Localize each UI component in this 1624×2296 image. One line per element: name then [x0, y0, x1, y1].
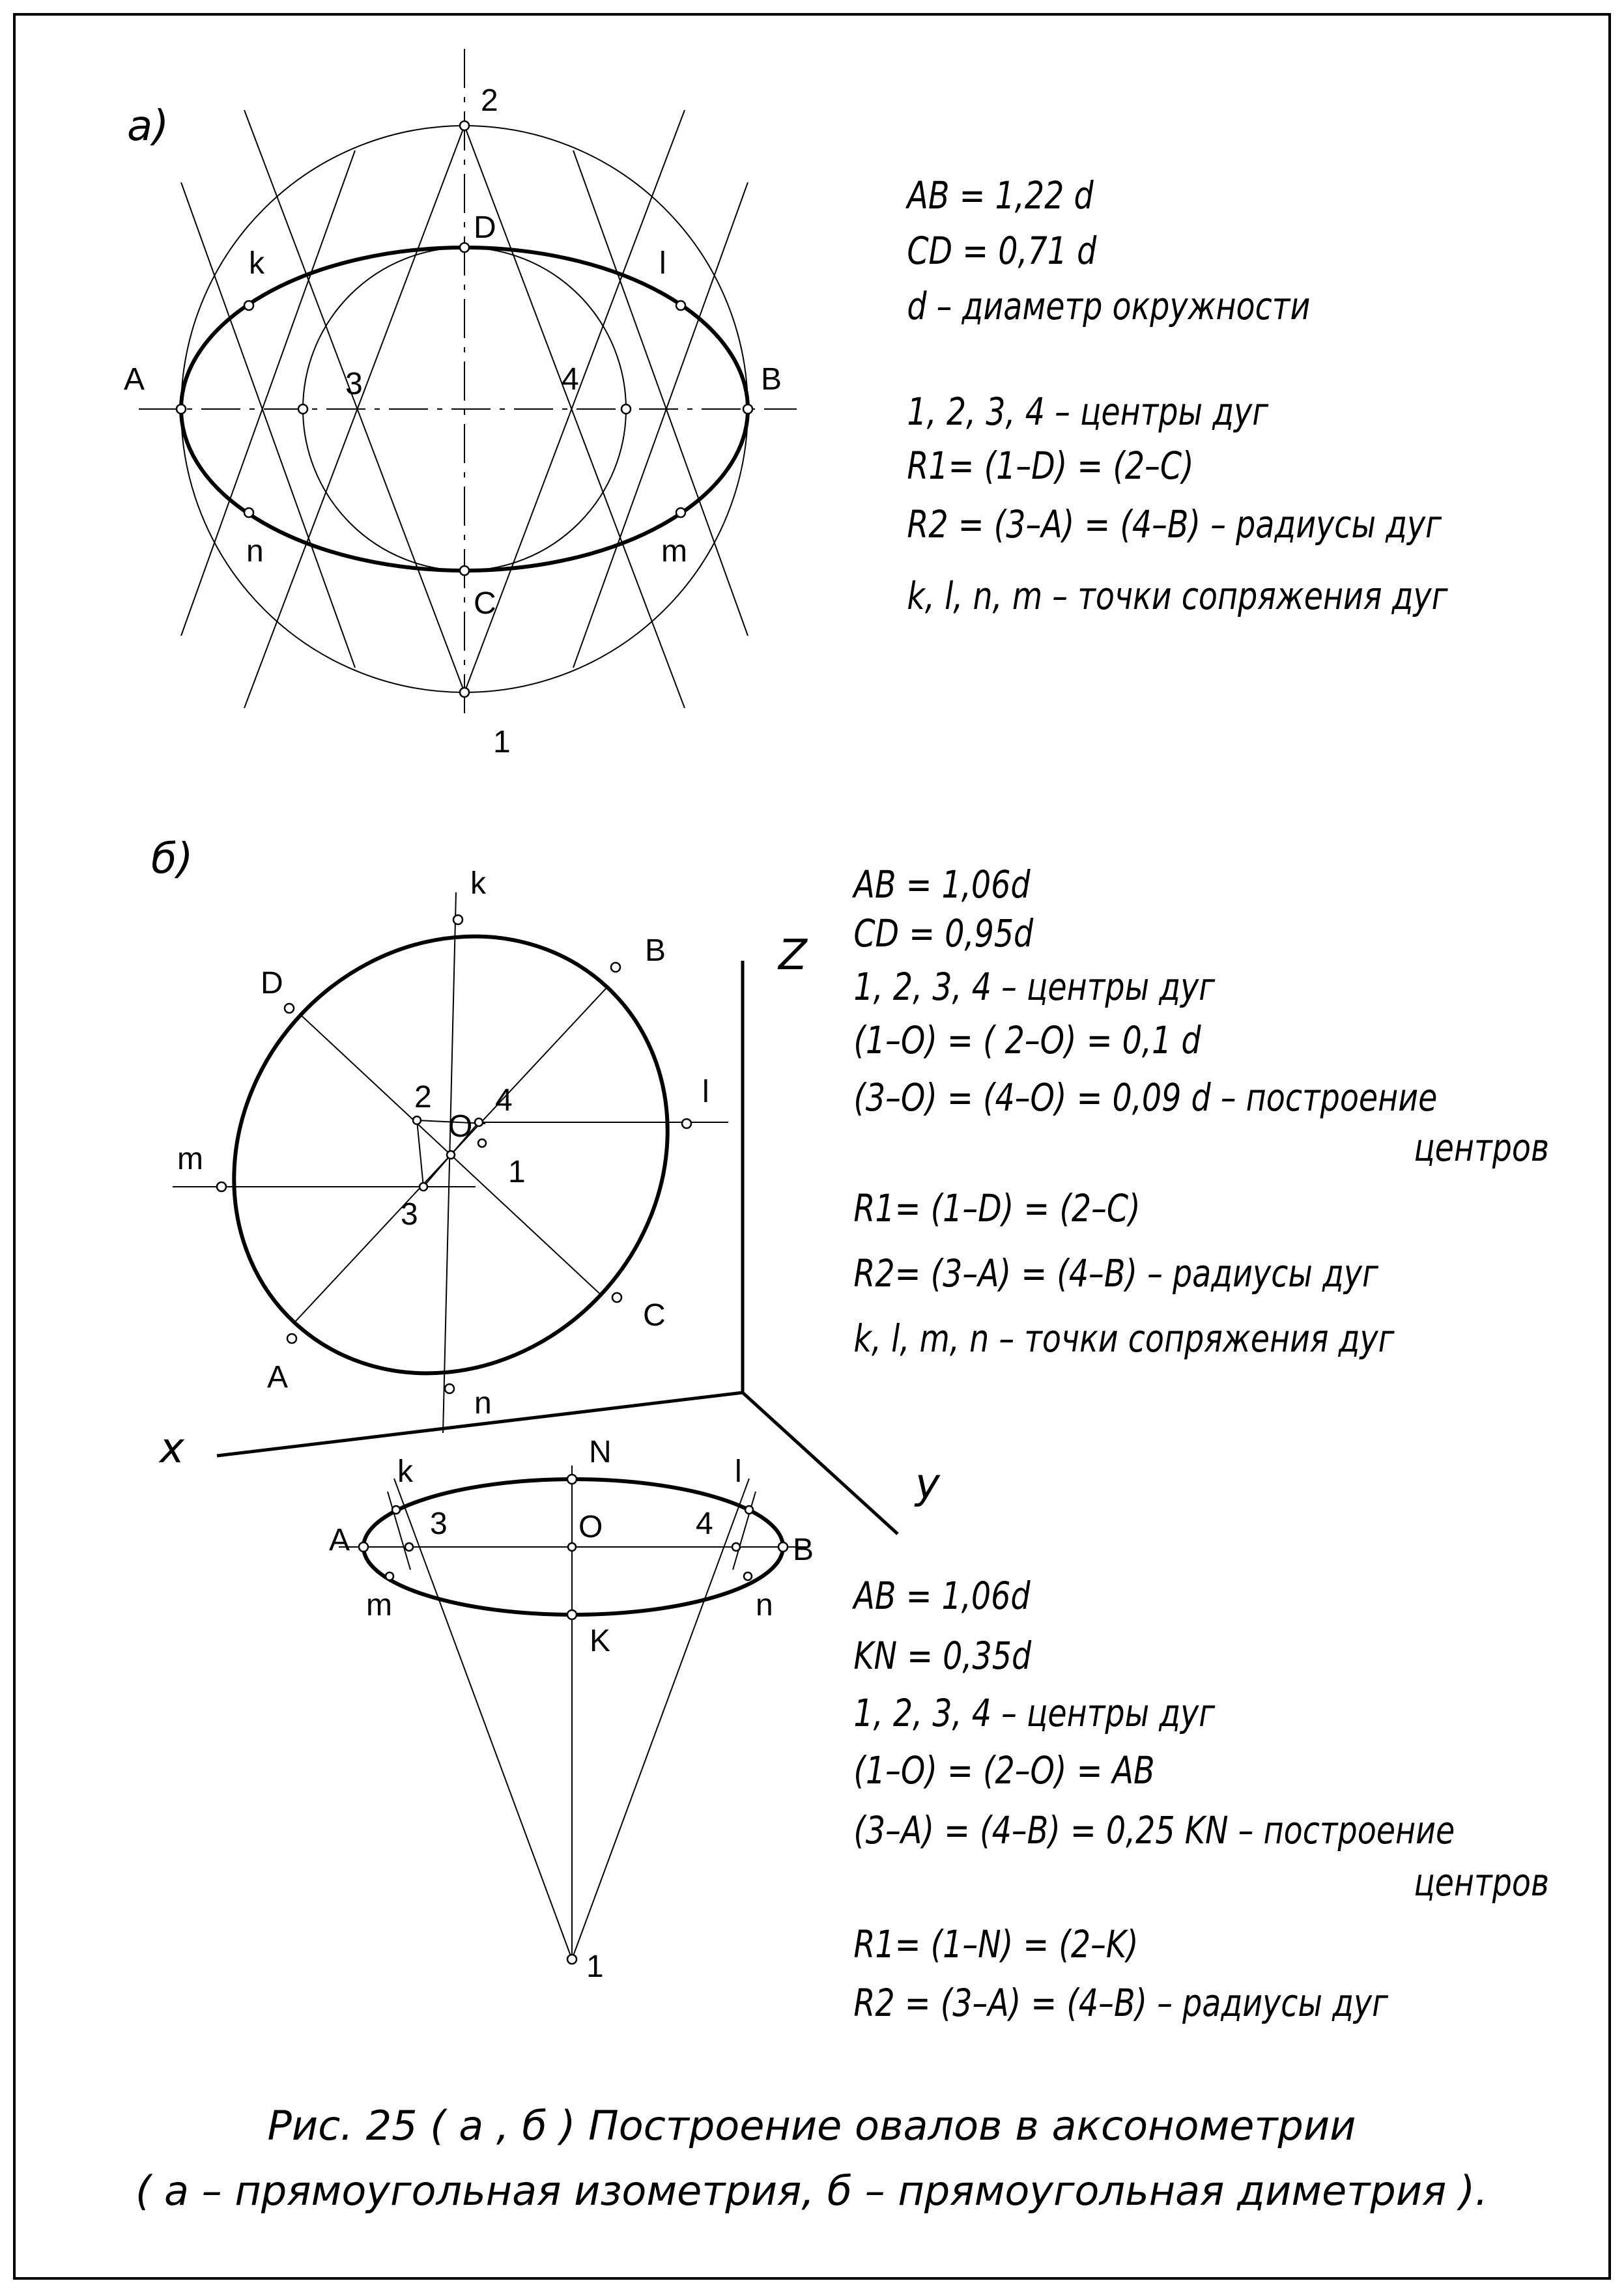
point-label: 3 [401, 1197, 418, 1232]
note-line: R1= (1–N) = (2–K) [853, 1922, 1139, 1967]
construction-line [417, 1120, 423, 1187]
caption-line-1: Рис. 25 ( а , б ) Построение овалов в аксонометрии [267, 2102, 1356, 2149]
point-label: 4 [696, 1507, 713, 1541]
note-line: d – диаметр окружности [907, 284, 1311, 329]
point-label: B [645, 933, 666, 968]
point-label: l [702, 1075, 709, 1109]
figure-a-notes [905, 173, 1449, 618]
point-label: n [756, 1588, 773, 1623]
note-line: KN = 0,35d [853, 1634, 1032, 1679]
note-line: 1, 2, 3, 4 – центры дуг [907, 390, 1269, 434]
point-label: C [643, 1298, 666, 1333]
point-label: n [246, 534, 264, 569]
construction-line [388, 1492, 410, 1570]
point-label: K [590, 1624, 611, 1658]
point-label: k [249, 246, 264, 281]
point-label: m [366, 1588, 392, 1623]
caption [135, 2102, 1488, 2215]
figure-b-horizontal-notes [852, 1574, 1549, 2025]
construction-line [572, 1479, 749, 1959]
point-label: 1 [586, 1949, 604, 1984]
figure-a [124, 49, 797, 759]
point-label: 2 [481, 83, 498, 118]
note-line: 1, 2, 3, 4 – центры дуг [853, 1691, 1216, 1736]
axis-label-z: Z [778, 931, 807, 980]
figure-b [145, 835, 941, 1984]
point-label: D [261, 966, 283, 1000]
note-line: AB = 1,06d [853, 862, 1031, 907]
note-line: (1–O) = ( 2–O) = 0,1 d [853, 1018, 1201, 1063]
axis-label-y: y [915, 1460, 940, 1509]
note-line: центров [1414, 1860, 1550, 1905]
note-line: R1= (1–D) = (2–C) [907, 444, 1194, 489]
note-line: k, l, n, m – точки сопряжения дуг [907, 574, 1448, 619]
note-line: R2 = (3–A) = (4–B) – радиусы дуг [853, 1981, 1389, 2026]
note-line: центров [1414, 1126, 1550, 1170]
point-label: k [397, 1454, 413, 1489]
note-line: CD = 0,71 d [907, 229, 1097, 274]
construction-line [244, 126, 464, 708]
point-label: k [470, 866, 486, 901]
point-label: 3 [430, 1507, 448, 1541]
note-line: (3–O) = (4–O) = 0,09 d – построение [853, 1075, 1438, 1120]
point-label: l [735, 1454, 742, 1489]
point-label: 1 [508, 1155, 526, 1189]
point-label: A [124, 362, 145, 397]
point-label: m [661, 534, 687, 569]
construction-line [464, 126, 685, 708]
construction-line [464, 110, 685, 692]
note-line: R1= (1–D) = (2–C) [853, 1186, 1141, 1231]
note-line: CD = 0,95d [853, 911, 1034, 956]
point-label: 1 [493, 725, 511, 759]
point-label: N [589, 1435, 612, 1469]
note-line: (1–O) = (2–O) = AB [853, 1748, 1155, 1793]
construction-line [244, 110, 464, 692]
caption-line-2: ( а – прямоугольная изометрия, б – прямоугольная диметрия ). [135, 2167, 1488, 2215]
point-label: C [474, 586, 496, 621]
point-label: O [448, 1109, 473, 1144]
point-label: l [659, 246, 666, 281]
figure-b-label: б) [151, 835, 193, 883]
axis-y [743, 1393, 898, 1534]
figure-b-vertical-notes [852, 862, 1549, 1361]
axis-label-x: x [160, 1424, 184, 1473]
note-line: k, l, m, n – точки сопряжения дуг [853, 1316, 1395, 1361]
note-line: (3–A) = (4–B) = 0,25 KN – построение [853, 1808, 1455, 1853]
point-label: A [267, 1360, 289, 1395]
point-label: B [761, 362, 782, 397]
figure-a-label: а) [127, 102, 169, 150]
construction-line [573, 150, 748, 636]
note-line: AB = 1,22 d [907, 173, 1094, 218]
point-label: 4 [562, 362, 579, 397]
note-line: R2 = (3–A) = (4–B) – радиусы дуг [907, 502, 1442, 547]
note-line: 1, 2, 3, 4 – центры дуг [853, 965, 1216, 1010]
point-label: B [793, 1533, 814, 1567]
point-label: m [177, 1142, 203, 1176]
point-label: n [474, 1386, 492, 1421]
note-line: AB = 1,06d [853, 1574, 1031, 1619]
sheet-frame [14, 14, 1610, 2278]
note-line: R2= (3–A) = (4–B) – радиусы дуг [853, 1251, 1378, 1296]
point-label: O [578, 1510, 603, 1544]
point-label: 2 [414, 1080, 432, 1114]
construction-line [181, 150, 355, 636]
point-label: A [329, 1523, 350, 1557]
construction-line [181, 182, 355, 668]
point-label: 4 [495, 1083, 513, 1118]
construction-line [394, 1479, 572, 1959]
point-label: 3 [345, 367, 363, 401]
point-label: D [474, 210, 496, 245]
